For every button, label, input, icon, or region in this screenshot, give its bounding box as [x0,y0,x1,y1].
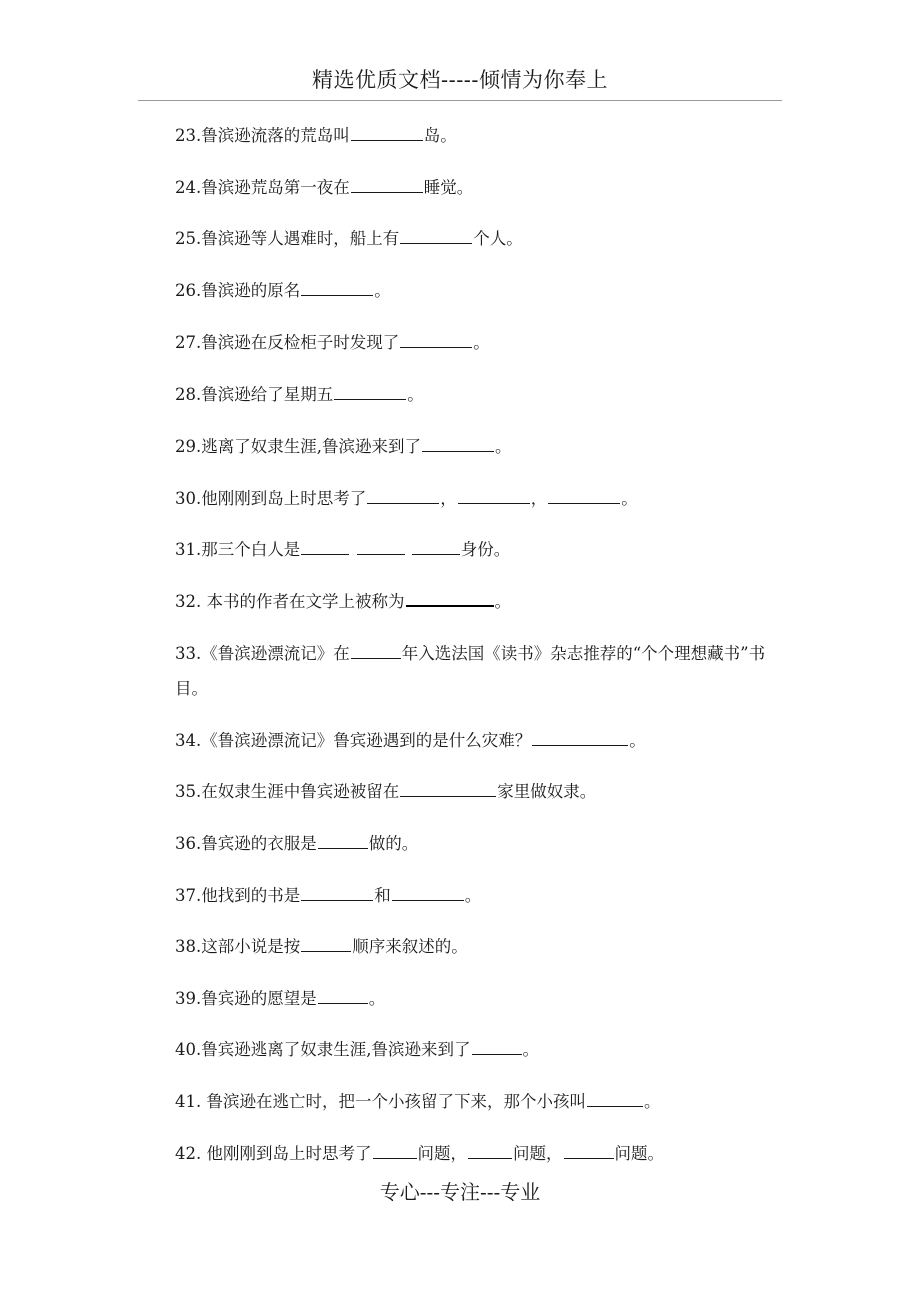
answer-blank [400,226,472,244]
answer-blank [357,537,405,555]
answer-blank [334,382,406,400]
question-item [175,636,785,706]
question-text: 32. 本书的作者在文学上被称为 [175,592,405,611]
question-text: 个人。 [473,229,523,248]
question-text: 问题， [513,1144,563,1163]
answer-blank [351,123,423,141]
question-text: 。 [629,731,646,750]
question-item [175,929,785,964]
answer-blank [318,831,368,849]
question-text: ， [440,489,457,508]
question-text: 27.鲁滨逊在反检柜子时发现了 [175,333,400,352]
answer-blank [318,986,368,1004]
question-text: 身份。 [460,540,511,559]
question-text: 24.鲁滨逊荒岛第一夜在 [175,178,350,197]
answer-blank [367,486,439,504]
question-text: 家里做奴隶。 [497,782,597,801]
question-text [350,540,355,559]
page-footer-text: 专心---专注---专业 [379,1180,541,1204]
question-item [175,1084,785,1119]
question-item [175,981,785,1016]
answer-blank [301,278,373,296]
answer-blank [400,779,496,797]
page-header-title: 精选优质文档-----倾情为你奉上 [312,68,608,92]
question-text: 41. 鲁滨逊在逃亡时，把一个小孩留了下来，那个小孩叫 [175,1092,586,1111]
question-text: 35.在奴隶生涯中鲁宾逊被留在 [175,782,400,801]
question-item [175,170,785,205]
question-text: 38.这部小说是按 [175,937,301,956]
question-text: 30.他刚刚到岛上时思考了 [175,489,367,508]
question-item [175,325,785,360]
answer-blank [392,883,464,901]
question-text: 37.他找到的书是 [175,886,301,905]
question-item [175,273,785,308]
answer-blank [373,1141,417,1159]
question-item [175,429,785,464]
answer-blank [351,641,401,659]
answer-blank [548,486,620,504]
question-item [175,532,785,567]
header-divider [138,100,782,101]
question-item [175,1032,785,1067]
answer-blank [458,486,530,504]
answer-blank [301,934,351,952]
answer-blank [406,588,494,607]
question-text: 28.鲁滨逊给了星期五 [175,385,334,404]
question-text: 26.鲁滨逊的原名 [175,281,301,300]
question-text: ， [530,489,548,508]
question-text [406,540,411,559]
answer-blank [412,537,460,555]
question-text: 。 [494,592,511,611]
question-text: 40.鲁宾逊逃离了奴隶生涯,鲁滨逊来到了 [175,1040,471,1059]
question-text: 33.《鲁滨逊漂流记》在 [175,644,350,663]
question-text: 。 [621,489,638,508]
question-text: 问题。 [614,1144,664,1163]
question-text: 。 [473,333,490,352]
question-text: 。 [464,886,482,905]
question-text: 。 [522,1040,539,1059]
question-text: 34.《鲁滨逊漂流记》鲁宾逊遇到的是什么灾难？ [175,731,532,750]
question-item [175,826,785,861]
question-text: 。 [644,1092,661,1111]
question-text: 39.鲁宾逊的愿望是 [175,989,317,1008]
question-text: 25.鲁滨逊等人遇难时，船上有 [175,229,400,248]
question-text: 31.那三个白人是 [175,540,301,559]
question-text: 。 [495,437,512,456]
question-item [175,1136,785,1171]
answer-blank [468,1141,512,1159]
question-text: 。 [368,989,386,1008]
question-text: 顺序来叙述的。 [352,937,468,956]
question-text: 36.鲁宾逊的衣服是 [175,834,317,853]
question-text: 23.鲁滨逊流落的荒岛叫 [175,126,350,145]
answer-blank [422,434,494,452]
answer-blank [400,330,472,348]
question-item [175,481,785,516]
answer-blank [472,1037,522,1055]
question-item [175,221,785,256]
question-text: 。 [407,385,424,404]
question-item [175,377,785,412]
question-text: 。 [374,281,391,300]
question-item [175,774,785,809]
question-text: 岛。 [423,126,457,145]
answer-blank [532,728,628,746]
question-item [175,118,785,153]
question-text: 42. 他刚刚到岛上时思考了 [175,1144,372,1163]
question-text: 和 [374,886,391,905]
question-item [175,878,785,913]
question-text: 做的。 [368,834,419,853]
question-item [175,584,785,619]
answer-blank [301,883,373,901]
answer-blank [351,175,423,193]
question-text: 年入选法国《读书》杂志推荐的“个个理想藏书”书目。 [175,644,766,698]
question-text: 问题， [417,1144,467,1163]
answer-blank [301,537,349,555]
question-text: 睡觉。 [423,178,474,197]
answer-blank [587,1089,643,1107]
answer-blank [564,1141,614,1159]
question-text: 29.逃离了奴隶生涯,鲁滨逊来到了 [175,437,421,456]
question-item [175,723,785,758]
